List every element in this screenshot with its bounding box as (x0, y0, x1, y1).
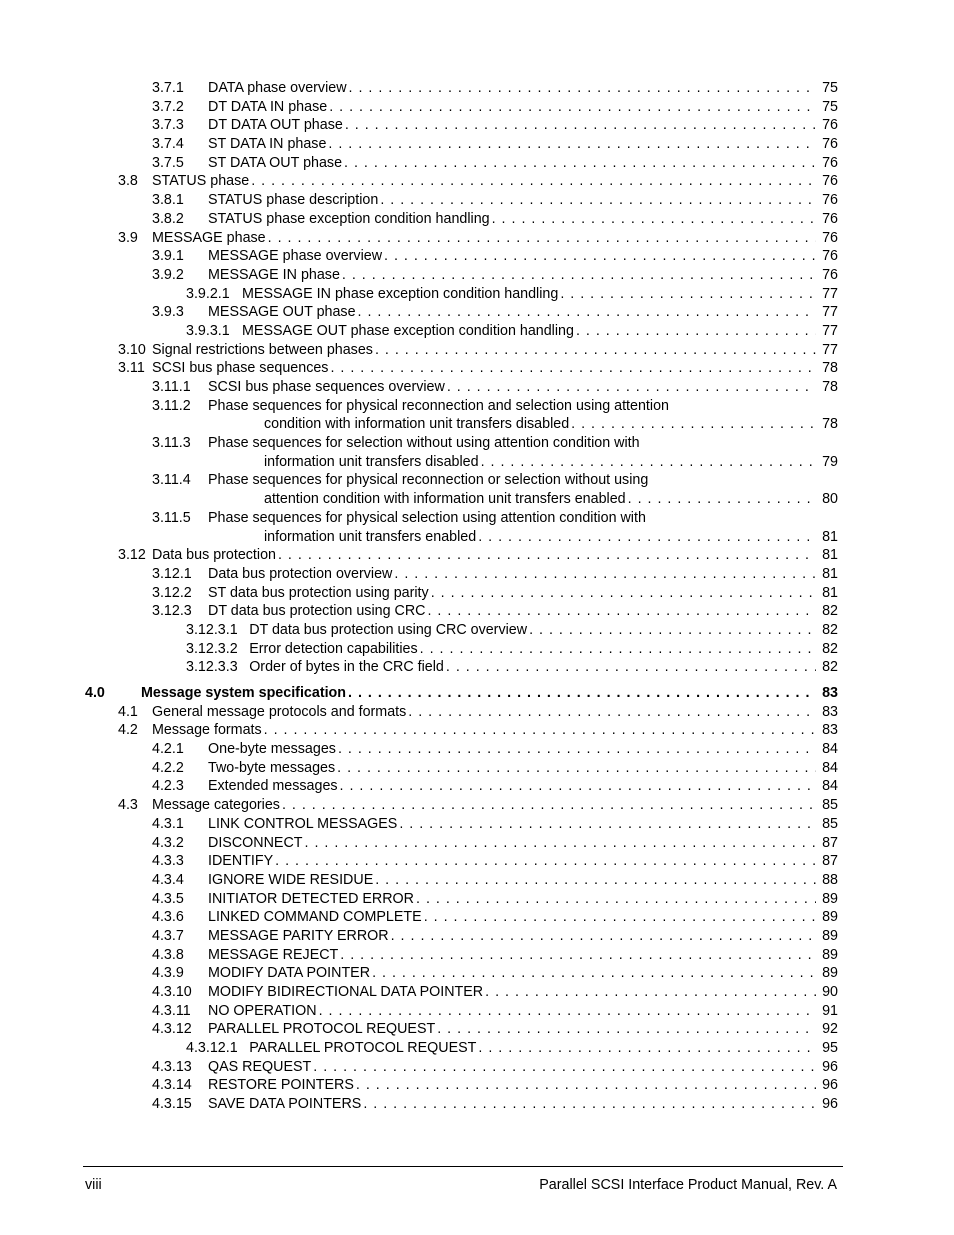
toc-entry-title: Phase sequences for physical reconnection or selection without using (208, 472, 649, 489)
toc-entry-number: 4.3.4 (152, 871, 184, 888)
dot-leader (481, 453, 816, 472)
toc-entry-title: MESSAGE phase overview (208, 248, 383, 265)
dot-leader (305, 834, 816, 853)
toc-entry-page: 77 (822, 322, 838, 339)
toc-entry-title: ST DATA OUT phase (208, 154, 343, 171)
toc-entry-title: INITIATOR DETECTED ERROR (208, 890, 414, 907)
toc-entry-page: 76 (822, 173, 838, 190)
toc-entry[interactable] (0, 721, 954, 740)
toc-entry-page: 76 (822, 210, 838, 227)
toc-entry-page: 89 (822, 927, 838, 944)
dot-leader (356, 1076, 816, 1095)
footer-page-number: viii (85, 1177, 102, 1193)
toc-entry[interactable] (0, 509, 954, 528)
dot-leader (344, 154, 816, 173)
toc-entry-title: MESSAGE PARITY ERROR (208, 927, 389, 944)
toc-entry[interactable] (0, 490, 954, 509)
toc-entry-page: 78 (822, 379, 838, 395)
toc-entry-title: condition with information unit transfers disabled (264, 416, 570, 433)
toc-entry[interactable] (0, 397, 954, 416)
toc-entry[interactable] (0, 983, 954, 1002)
dot-leader (447, 378, 816, 397)
toc-entry-page: 76 (822, 229, 838, 246)
toc-entry-title: IGNORE WIDE RESIDUE (208, 871, 374, 888)
toc-entry[interactable] (0, 471, 954, 490)
dot-leader (372, 964, 816, 983)
toc-entry-page: 83 (822, 685, 838, 701)
dot-leader (342, 266, 816, 285)
toc-entry[interactable] (0, 453, 954, 472)
toc-entry[interactable] (0, 815, 954, 834)
dot-leader (278, 546, 816, 565)
toc-entry-number: 3.7.2 (152, 98, 184, 115)
toc-entry-title: ST DATA IN phase (208, 136, 327, 153)
toc-entry[interactable] (0, 434, 954, 453)
toc-entry-number: 3.7.5 (152, 154, 184, 171)
toc-entry-number: 4.2.1 (152, 741, 184, 758)
toc-entry-page: 89 (822, 890, 838, 907)
toc-entry-title: attention condition with information unit transfers enabled (264, 491, 626, 508)
dot-leader (420, 640, 816, 659)
dot-leader (282, 796, 816, 815)
toc-entry-title: Data bus protection (152, 547, 276, 564)
toc-entry-title: IDENTIFY (208, 853, 274, 870)
toc-entry-page: 76 (822, 192, 838, 209)
toc-entry-number: 3.7.4 (152, 136, 184, 153)
toc-entry-title: DT data bus protection using CRC (208, 603, 426, 620)
toc-entry-number: 3.9.2 (152, 266, 184, 283)
toc-entry[interactable] (0, 285, 954, 304)
dot-leader (375, 871, 816, 890)
dot-leader (478, 1039, 816, 1058)
toc-entry[interactable] (0, 640, 954, 659)
footer-rule (83, 1166, 843, 1167)
toc-entry-title: information unit transfers enabled (264, 528, 477, 545)
dot-leader (337, 759, 816, 778)
dot-leader (560, 285, 816, 304)
toc-entry-number: 3.8 (118, 173, 138, 190)
toc-entry-title: MESSAGE phase (152, 229, 266, 246)
toc-entry-number: 3.7.3 (152, 117, 184, 134)
toc-entry-page: 77 (822, 341, 838, 358)
toc-entry[interactable] (0, 703, 954, 722)
toc-entry-page: 85 (822, 815, 838, 832)
toc-entry-title: STATUS phase (152, 173, 250, 190)
toc-entry[interactable] (0, 98, 954, 117)
toc-entry-page: 81 (822, 547, 838, 564)
dot-leader (427, 602, 816, 621)
toc-entry-title: SCSI bus phase sequences overview (208, 379, 445, 395)
toc-entry[interactable] (0, 154, 954, 173)
toc-entry-number: 3.9.1 (152, 248, 184, 265)
toc-entry-title: DATA phase overview (208, 80, 347, 96)
toc-entry-number: 4.2.3 (152, 778, 184, 795)
toc-entry-title: STATUS phase description (208, 192, 379, 209)
toc-entry-title: DT data bus protection using CRC overview (249, 621, 528, 638)
toc-entry-title: LINK CONTROL MESSAGES (208, 815, 398, 832)
toc-entry-page: 84 (822, 741, 838, 758)
toc-entry[interactable] (0, 740, 954, 759)
toc-entry-title: Phase sequences for selection without using attention condition with (208, 435, 640, 452)
toc-entry-number: 3.11.2 (152, 397, 191, 414)
toc-entry-title: NO OPERATION (208, 1002, 317, 1019)
toc-entry-page: 96 (822, 1096, 838, 1113)
toc-entry-number: 4.3.2 (152, 834, 184, 851)
toc-entry-title: LINKED COMMAND COMPLETE (208, 909, 422, 926)
toc-entry-number: 3.12.3.2 (186, 640, 238, 657)
toc-entry-number: 4.3.9 (152, 965, 184, 982)
toc-entry[interactable] (0, 359, 954, 378)
toc-entry[interactable] (0, 621, 954, 640)
toc-entry-page: 96 (822, 1058, 838, 1075)
dot-leader (492, 210, 816, 229)
toc-entry[interactable] (0, 528, 954, 547)
toc-entry-number: 3.12 (118, 547, 146, 564)
toc-entry-title: Message formats (152, 722, 262, 739)
toc-entry-number: 3.12.3 (152, 603, 192, 620)
toc-entry-page: 82 (822, 603, 838, 620)
toc-entry-number: 4.3.11 (152, 1002, 191, 1019)
toc-entry-page: 76 (822, 136, 838, 153)
toc-entry-page: 76 (822, 248, 838, 265)
toc-entry-page: 77 (822, 304, 838, 321)
toc-entry[interactable] (0, 116, 954, 135)
toc-entry-page: 78 (822, 416, 838, 433)
toc-entry-title: PARALLEL PROTOCOL REQUEST (208, 1021, 436, 1038)
dot-leader (416, 890, 816, 909)
footer-doc-title: Parallel SCSI Interface Product Manual, Rev. A (539, 1177, 837, 1193)
toc-entry[interactable] (0, 229, 954, 248)
toc-entry-number: 3.8.2 (152, 210, 184, 227)
dot-leader (380, 191, 816, 210)
toc-entry-number: 4.3.12.1 (186, 1040, 238, 1057)
toc-entry[interactable] (0, 759, 954, 778)
toc-entry-page: 80 (822, 491, 838, 508)
toc-entry-title: SAVE DATA POINTERS (208, 1096, 362, 1113)
dot-leader (363, 1095, 816, 1114)
toc-entry[interactable] (0, 1095, 954, 1114)
toc-entry-page: 90 (822, 984, 838, 1000)
toc-entry-title: ST data bus protection using parity (208, 584, 429, 601)
toc-entry[interactable] (0, 303, 954, 322)
toc-entry[interactable] (0, 415, 954, 434)
toc-entry-page: 79 (822, 453, 838, 470)
toc-entry-title: STATUS phase exception condition handling (208, 210, 490, 227)
dot-leader (446, 658, 816, 677)
toc-entry-page: 89 (822, 946, 838, 963)
toc-entry[interactable] (0, 584, 954, 603)
toc-entry-number: 4.1 (118, 703, 138, 720)
toc-entry[interactable] (0, 946, 954, 965)
dot-leader (391, 927, 816, 946)
toc-entry[interactable] (0, 1039, 954, 1058)
toc-entry-number: 4.3.1 (152, 815, 184, 832)
dot-leader (348, 684, 816, 703)
toc-entry-title: Two-byte messages (208, 759, 336, 776)
dot-leader (399, 815, 816, 834)
toc-entry-number: 3.9.2.1 (186, 285, 230, 302)
dot-leader (264, 721, 816, 740)
toc-entry-number: 4.3.3 (152, 853, 184, 870)
toc-entry-title: MESSAGE OUT phase exception condition handling (242, 322, 574, 339)
dot-leader (268, 229, 816, 248)
toc-entry-page: 76 (822, 154, 838, 171)
toc-entry-title: Data bus protection overview (208, 565, 393, 582)
toc-entry-page: 81 (822, 584, 838, 601)
dot-leader (328, 135, 816, 154)
toc-entry[interactable] (0, 871, 954, 890)
toc-entry-page: 84 (822, 759, 838, 776)
toc-entry-title: MODIFY BIDIRECTIONAL DATA POINTER (208, 984, 484, 1000)
toc-entry-title: DT DATA OUT phase (208, 117, 343, 134)
dot-leader (424, 908, 816, 927)
toc-entry-page: 95 (822, 1040, 838, 1057)
toc-entry[interactable] (0, 322, 954, 341)
toc-entry-title: Extended messages (208, 778, 338, 795)
toc-entry-page: 81 (822, 528, 838, 545)
dot-leader (358, 303, 816, 322)
toc-entry[interactable] (0, 927, 954, 946)
toc-entry[interactable] (0, 546, 954, 565)
toc-entry-number: 3.12.3.1 (186, 621, 238, 638)
toc-entry[interactable] (0, 210, 954, 229)
toc-entry-page: 83 (822, 722, 838, 739)
toc-entry-number: 3.9.3 (152, 304, 184, 321)
dot-leader (340, 946, 816, 965)
dot-leader (437, 1020, 816, 1039)
toc-entry-page: 81 (822, 565, 838, 582)
toc-entry[interactable] (0, 834, 954, 853)
toc-entry[interactable] (0, 796, 954, 815)
toc-entry-number: 3.11.4 (152, 472, 191, 489)
toc-entry-number: 4.3.7 (152, 927, 184, 944)
dot-leader (571, 415, 816, 434)
toc-entry-number: 4.3 (118, 797, 138, 814)
toc-entry-page: 88 (822, 871, 838, 888)
toc-entry-title: MESSAGE IN phase (208, 266, 340, 283)
toc-entry-title: DISCONNECT (208, 834, 303, 851)
toc-entry-number: 3.9.3.1 (186, 322, 230, 339)
toc-entry-number: 3.12.1 (152, 565, 192, 582)
toc-entry-page: 85 (822, 797, 838, 814)
toc-entry[interactable] (0, 852, 954, 871)
toc-entry-page: 75 (822, 80, 838, 96)
toc-entry-page: 78 (822, 360, 838, 377)
toc-entry-title: MESSAGE IN phase exception condition handling (242, 285, 559, 302)
dot-leader (349, 79, 816, 98)
toc-entry-page: 87 (822, 853, 838, 870)
dot-leader (478, 528, 816, 547)
toc-entry-page: 92 (822, 1021, 838, 1038)
dot-leader (275, 852, 816, 871)
dot-leader (330, 359, 816, 378)
toc-entry-number: 4.2.2 (152, 759, 184, 776)
toc-entry[interactable] (0, 378, 954, 397)
toc-entry-page: 77 (822, 285, 838, 302)
dot-leader (576, 322, 816, 341)
toc-entry-title: MESSAGE REJECT (208, 946, 339, 963)
toc-entry-page: 89 (822, 909, 838, 926)
dot-leader (384, 247, 816, 266)
dot-leader (408, 703, 816, 722)
toc-entry[interactable] (0, 1020, 954, 1039)
toc-entry-number: 4.3.12 (152, 1021, 192, 1038)
dot-leader (394, 565, 816, 584)
toc-entry-number: 3.10 (118, 341, 146, 358)
toc-entry-page: 76 (822, 117, 838, 134)
toc-entry[interactable] (0, 658, 954, 677)
toc-entry-number: 3.11.5 (152, 509, 191, 526)
toc-entry-number: 4.3.15 (152, 1096, 192, 1113)
toc-entry-title: QAS REQUEST (208, 1058, 312, 1075)
dot-leader (340, 777, 816, 796)
toc-entry[interactable] (0, 247, 954, 266)
toc-entry-title: PARALLEL PROTOCOL REQUEST (249, 1040, 477, 1057)
toc-entry-title: information unit transfers disabled (264, 453, 479, 470)
toc-entry-number: 4.3.5 (152, 890, 184, 907)
toc-entry-number: 4.3.8 (152, 946, 184, 963)
toc-entry-title: Error detection capabilities (249, 640, 418, 657)
toc-entry-title: Order of bytes in the CRC field (249, 659, 444, 676)
toc-entry[interactable] (0, 908, 954, 927)
toc-entry-page: 82 (822, 640, 838, 657)
toc-entry-number: 3.11.1 (152, 379, 191, 395)
toc-entry-title: One-byte messages (208, 741, 336, 758)
toc-entry-page: 82 (822, 621, 838, 638)
toc-entry-number: 4.3.10 (152, 984, 192, 1000)
toc-entry-title: MODIFY DATA POINTER (208, 965, 371, 982)
toc-entry-number: 4.3.6 (152, 909, 184, 926)
toc-entry-number: 3.8.1 (152, 192, 184, 209)
toc-entry-title: RESTORE POINTERS (208, 1077, 354, 1094)
toc-entry-number: 4.2 (118, 722, 138, 739)
toc-entry-title: Signal restrictions between phases (152, 341, 373, 358)
dot-leader (251, 172, 816, 191)
toc-entry[interactable] (0, 135, 954, 154)
toc-entry-page: 87 (822, 834, 838, 851)
dot-leader (628, 490, 816, 509)
toc-entry-number: 3.12.3.3 (186, 659, 238, 676)
toc-entry[interactable] (0, 964, 954, 983)
toc-entry-title: Message system specification (141, 685, 347, 701)
toc-entry[interactable] (0, 565, 954, 584)
dot-leader (319, 1002, 816, 1021)
dot-leader (345, 116, 816, 135)
toc-entry-page: 83 (822, 703, 838, 720)
toc-entry-page: 89 (822, 965, 838, 982)
toc-entry-title: Message categories (152, 797, 280, 814)
toc-entry-page: 75 (822, 98, 838, 115)
toc-entry-page: 91 (822, 1002, 838, 1019)
toc-entry[interactable] (0, 1002, 954, 1021)
toc-entry-title: Phase sequences for physical selection using attention condition with (208, 509, 646, 526)
dot-leader (313, 1058, 816, 1077)
toc-entry[interactable] (0, 1058, 954, 1077)
toc-entry-number: 3.11.3 (152, 435, 191, 452)
toc-entry-number: 4.3.14 (152, 1077, 192, 1094)
dot-leader (375, 341, 816, 360)
toc-entry[interactable] (0, 172, 954, 191)
toc-entry[interactable] (0, 341, 954, 360)
dot-leader (529, 621, 816, 640)
toc-entry-title: SCSI bus phase sequences (152, 360, 329, 377)
toc-entry[interactable] (0, 266, 954, 285)
toc-entry[interactable] (0, 684, 954, 703)
toc-entry-title: Phase sequences for physical reconnection and selection using attention (208, 397, 669, 414)
dot-leader (338, 740, 816, 759)
toc-entry-number: 3.11 (118, 360, 145, 377)
toc-entry-number: 3.12.2 (152, 584, 192, 601)
toc-entry-number: 4.3.13 (152, 1058, 192, 1075)
toc-entry-number: 3.7.1 (152, 80, 184, 96)
dot-leader (485, 983, 816, 1002)
toc-entry-title: DT DATA IN phase (208, 98, 328, 115)
dot-leader (431, 584, 816, 603)
toc-entry-page: 76 (822, 266, 838, 283)
toc-entry[interactable] (0, 890, 954, 909)
toc-entry[interactable] (0, 191, 954, 210)
toc-entry[interactable] (0, 1076, 954, 1095)
toc-entry-title: MESSAGE OUT phase (208, 304, 356, 321)
toc-entry-title: General message protocols and formats (152, 703, 407, 720)
toc-entry-number: 4.0 (85, 685, 105, 701)
toc-entry[interactable] (0, 777, 954, 796)
toc-entry[interactable] (0, 79, 954, 98)
table-of-contents (0, 79, 954, 1114)
toc-entry-page: 82 (822, 659, 838, 676)
dot-leader (329, 98, 816, 117)
toc-entry[interactable] (0, 602, 954, 621)
toc-entry-number: 3.9 (118, 229, 138, 246)
toc-entry-page: 96 (822, 1077, 838, 1094)
toc-entry-page: 84 (822, 778, 838, 795)
